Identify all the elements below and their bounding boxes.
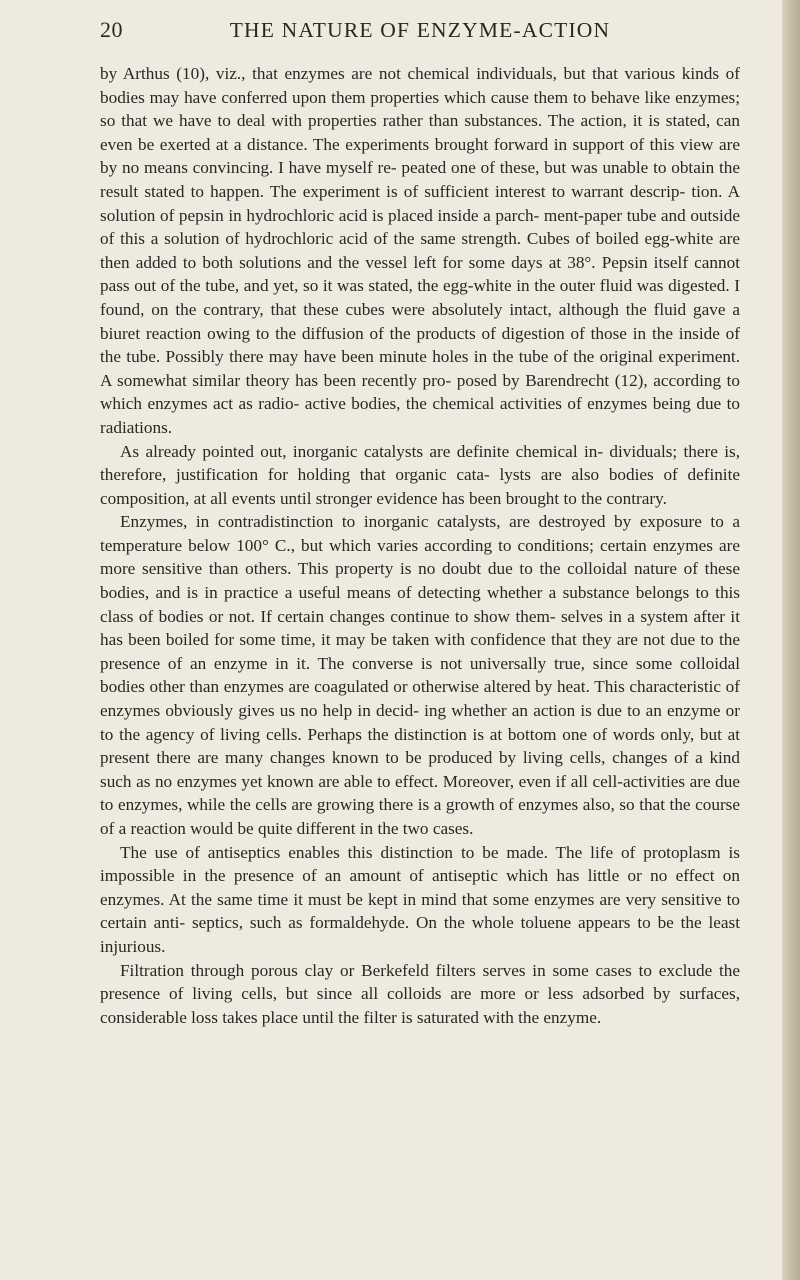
running-head: THE NATURE OF ENZYME-ACTION [229,17,611,42]
paragraph-1: by Arthus (10), viz., that enzymes are not chemical individuals, but that various kinds of bodies may have conferred upon them properties which cause them to behave like enzymes; so that we have to deal with properties rather than substances. The action, it is stated, can even be exerted at a distance. The experiments brought forward in support of this view are by no means convincing. I have myself re- peated one of these, but was unable to obtain the result stated to happen. The experiment is of sufficient interest to warrant descrip- tion. A solution of pepsin in hydrochloric acid is placed inside a parch- ment-paper tube and outside of this a solution of hydrochloric acid of the same strength. Cubes of boiled egg-white are then added to both solutions and the vessel left for some days at 38°. Pepsin itself cannot pass out of the tube, and yet, so it was stated, the egg-white in the outer fluid was digested. I found, on the contrary, that these cubes were absolutely intact, although the fluid gave a biuret reaction owing to the diffusion of the products of digestion of those in the inside of the tube. Possibly there may have been minute holes in the tube of the original experiment. A somewhat similar theory has been recently pro- posed by Barendrecht (12), according to which enzymes act as radio- active bodies, the chemical activities of enzymes being due to radiations. [100,64,740,437]
paragraph-2: As already pointed out, inorganic catalysts are definite chemical in- dividuals; there is, therefore, justification for holding that organic cata- lysts are also bodies of definite composition, at all events until stronger evidence has been brought to the contrary. [100,441,740,508]
paragraph-5: Filtration through porous clay or Berkefeld filters serves in some cases to exclude the presence of living cells, but since all colloids are more or less adsorbed by surfaces, considerable loss takes place until the filter is saturated with the enzyme. [100,960,740,1027]
paragraph-3: Enzymes, in contradistinction to inorganic catalysts, are destroyed by exposure to a temperature below 100° C., but which varies according to conditions; certain enzymes are more sensitive than others. This property is no doubt due to the colloidal nature of these bodies, and is in practice a useful means of detecting whether a substance belongs to this class of bodies or not. If certain changes continue to show them- selves in a system after it has been boiled for some time, it may be taken with confidence that they are not due to the presence of an enzyme in it. The converse is not universally true, since some colloidal bodies other than enzymes are coagulated or otherwise altered by heat. This characteristic of enzymes obviously gives us no help in decid- ing whether an action is due to an enzyme or to the agency of living cells. Perhaps the distinction is at bottom one of words only, but at present there are many changes known to be produced by living cells, changes of a kind such as no enzymes yet known are able to effect. Moreover, even if all cell-activities are due to enzymes, while the cells are growing there is a growth of enzymes also, so that the course of a reaction would be quite different in the two cases. [100,512,740,838]
page-number: 20 [100,17,123,42]
page-header [100,10,740,50]
body-text [100,62,740,1029]
page-edge [782,0,800,1280]
paragraph-4: The use of antiseptics enables this distinction to be made. The life of protoplasm is impossible in the presence of an amount of antiseptic which has little or no effect on enzymes. At the same time it must be kept in mind that some enzymes are very sensitive to certain anti- septics, such as formaldehyde. On the whole toluene appears to be the least injurious. [100,842,740,956]
